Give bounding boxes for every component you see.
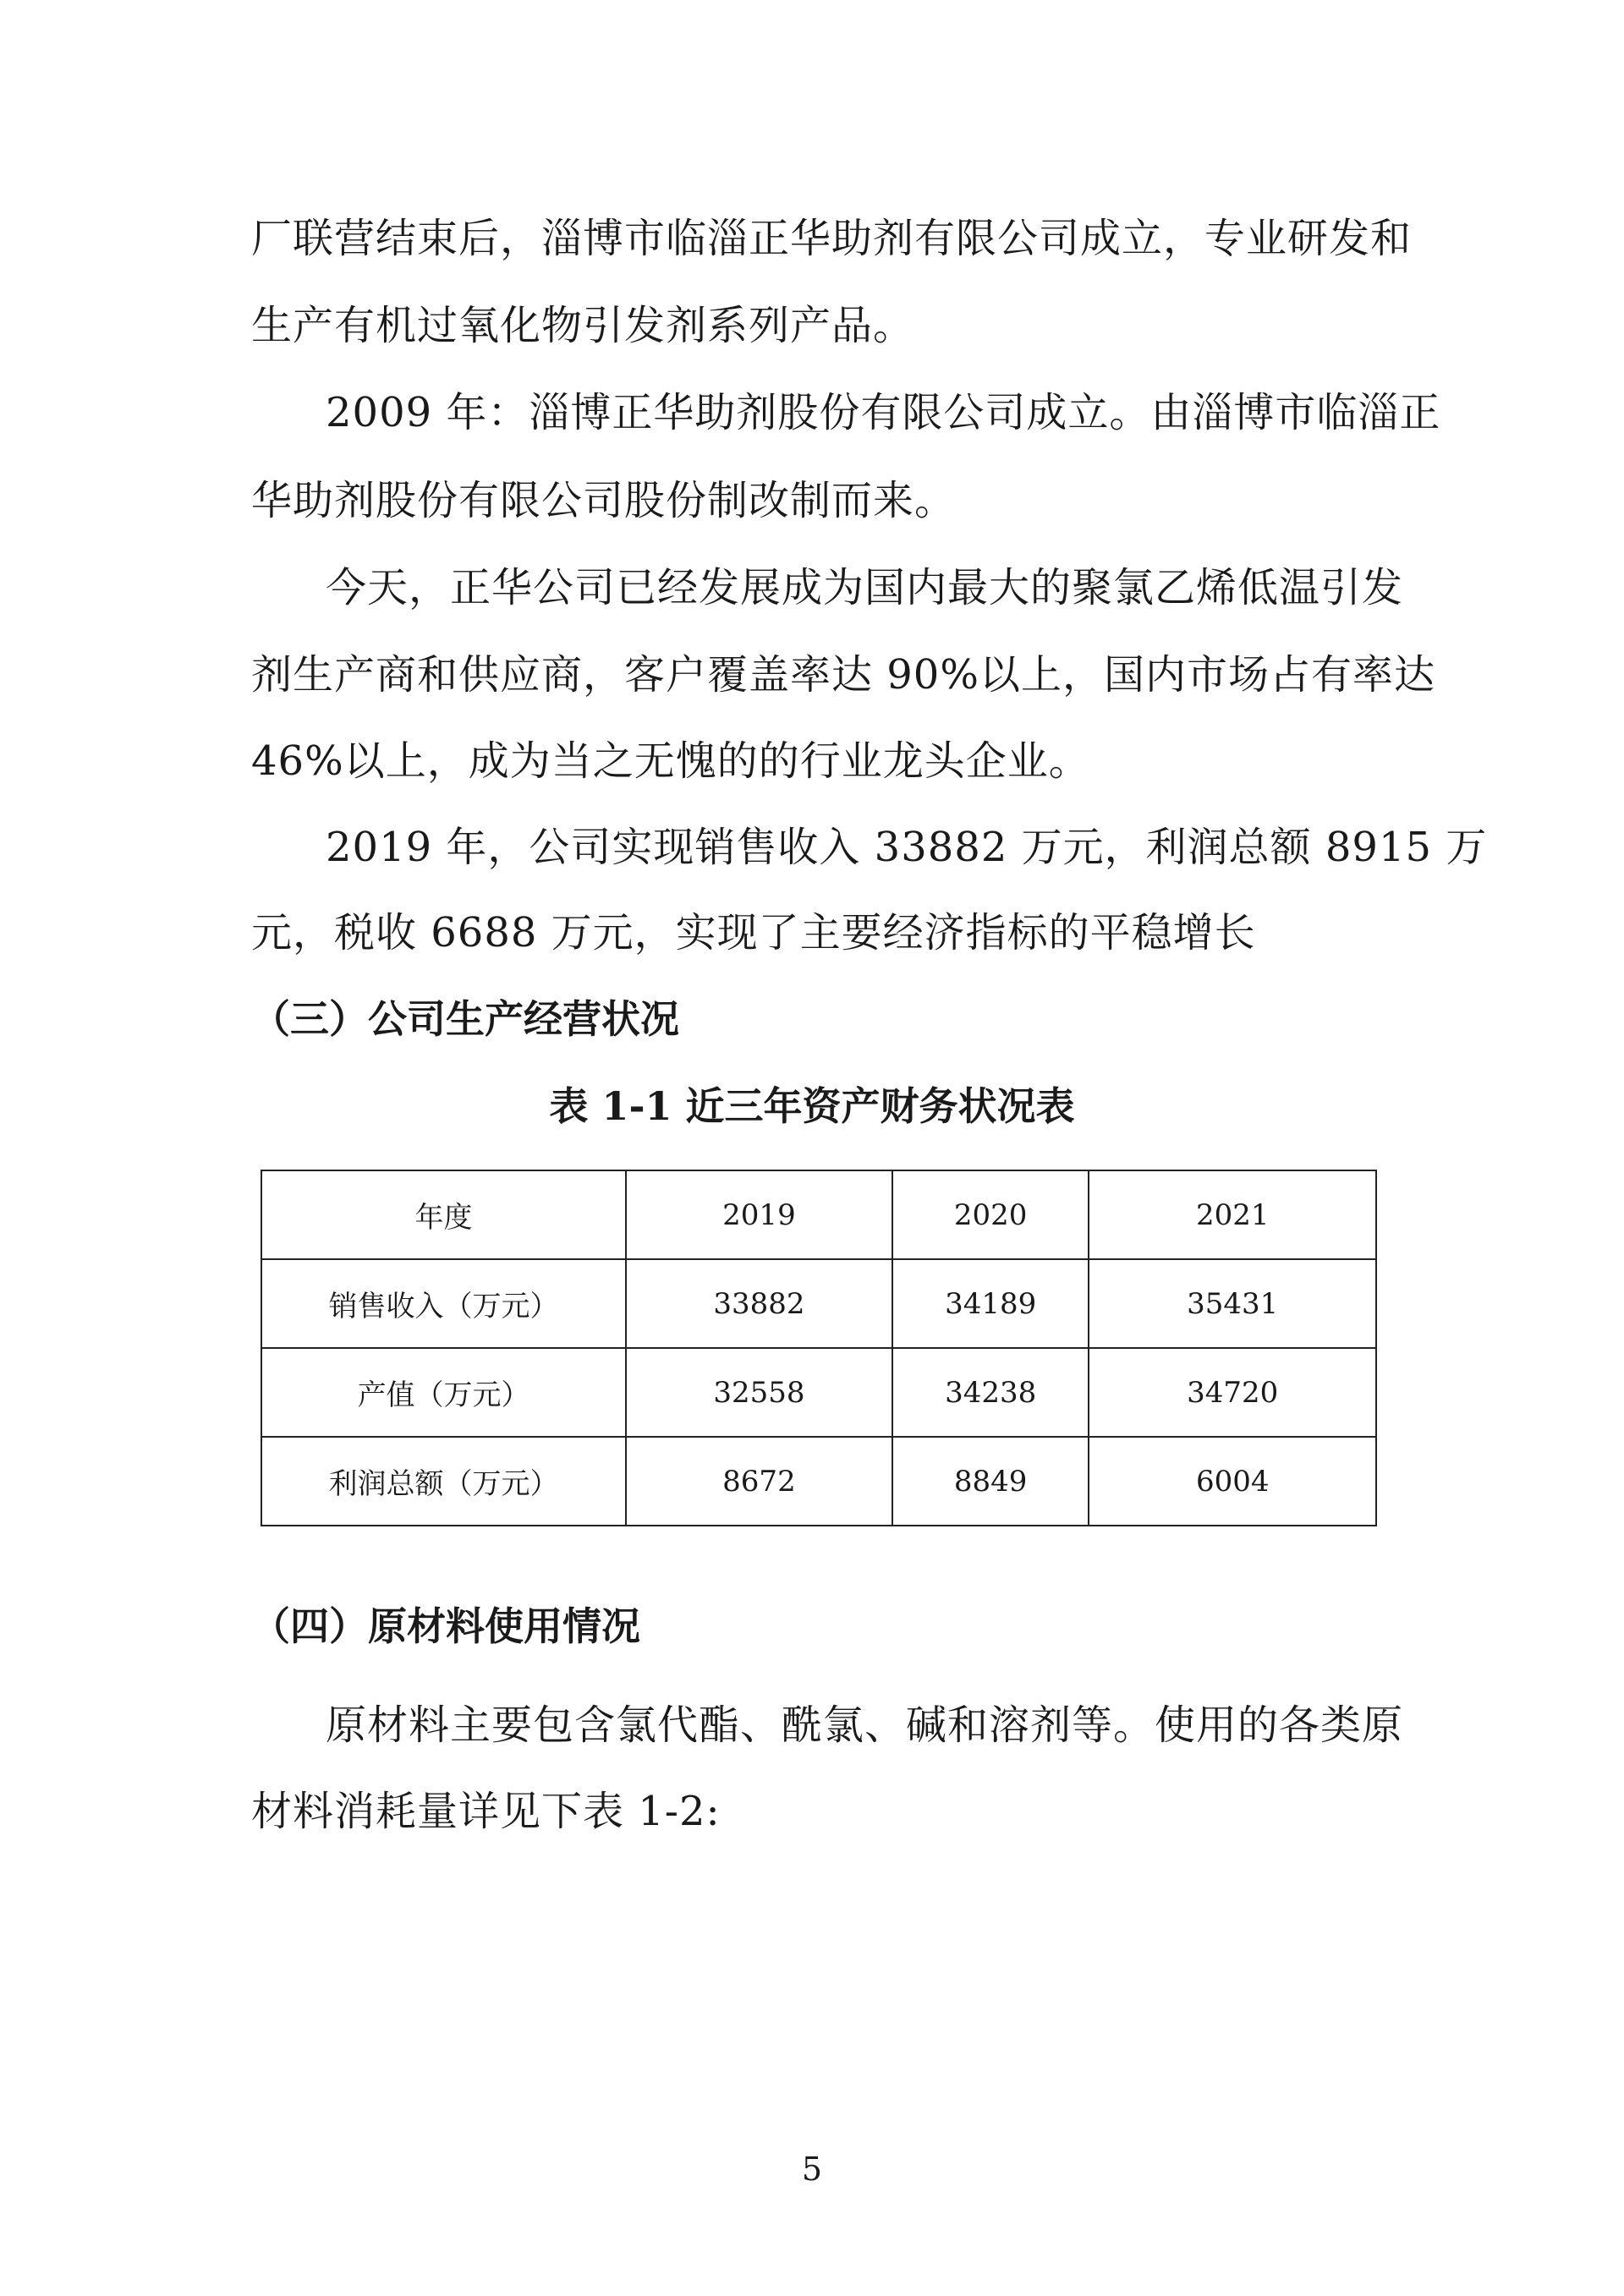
table-row [261, 1437, 1376, 1526]
page-number: 5 [801, 2151, 823, 2188]
paragraph-1-line-1: 厂联营结束后，淄博市临淄正华助剂有限公司成立，专业研发和 [251, 215, 1413, 262]
table-row-label: 销售收入（万元） [261, 1259, 626, 1348]
table-header-cell: 2020 [892, 1170, 1089, 1259]
table-row-label: 产值（万元） [261, 1348, 626, 1437]
financial-table [261, 1170, 1377, 1526]
paragraph-2-line-1: 2009 年：淄博正华助剂股份有限公司成立。由淄博市临淄正 [326, 389, 1441, 436]
table-header-cell: 年度 [261, 1170, 626, 1259]
table-cell: 34720 [1089, 1348, 1376, 1437]
section-heading-4: （四）原材料使用情况 [251, 1603, 640, 1649]
paragraph-1-line-2: 生产有机过氧化物引发剂系列产品。 [251, 302, 915, 349]
table-row [261, 1348, 1376, 1437]
paragraph-3-line-2: 剂生产商和供应商，客户覆盖率达 90%以上，国内市场占有率达 [251, 651, 1435, 699]
paragraph-3-line-3: 46%以上，成为当之无愧的的行业龙头企业。 [251, 737, 1090, 785]
table-cell: 6004 [1089, 1437, 1376, 1526]
table-cell: 8672 [626, 1437, 892, 1526]
table-row-label: 利润总额（万元） [261, 1437, 626, 1526]
table-header-row [261, 1170, 1376, 1259]
table-header-cell: 2019 [626, 1170, 892, 1259]
table-cell: 34238 [892, 1348, 1089, 1437]
paragraph-3-line-1: 今天，正华公司已经发展成为国内最大的聚氯乙烯低温引发 [326, 564, 1404, 611]
table-cell: 34189 [892, 1259, 1089, 1348]
table-header-cell: 2021 [1089, 1170, 1376, 1259]
paragraph-4-line-1: 2019 年，公司实现销售收入 33882 万元，利润总额 8915 万 [326, 824, 1488, 871]
table-caption: 表 1-1 近三年资产财务状况表 [549, 1083, 1075, 1129]
table-cell: 8849 [892, 1437, 1089, 1526]
paragraph-4-line-2: 元，税收 6688 万元，实现了主要经济指标的平稳增长 [251, 909, 1256, 956]
paragraph-5-line-2: 材料消耗量详见下表 1-2: [251, 1788, 721, 1835]
section-heading-3: （三）公司生产经营状况 [251, 996, 679, 1042]
table-cell: 32558 [626, 1348, 892, 1437]
table-row [261, 1259, 1376, 1348]
paragraph-5-line-1: 原材料主要包含氯代酯、酰氯、碱和溶剂等。使用的各类原 [326, 1701, 1404, 1749]
paragraph-2-line-2: 华助剂股份有限公司股份制改制而来。 [251, 477, 957, 524]
table-cell: 33882 [626, 1259, 892, 1348]
table-cell: 35431 [1089, 1259, 1376, 1348]
